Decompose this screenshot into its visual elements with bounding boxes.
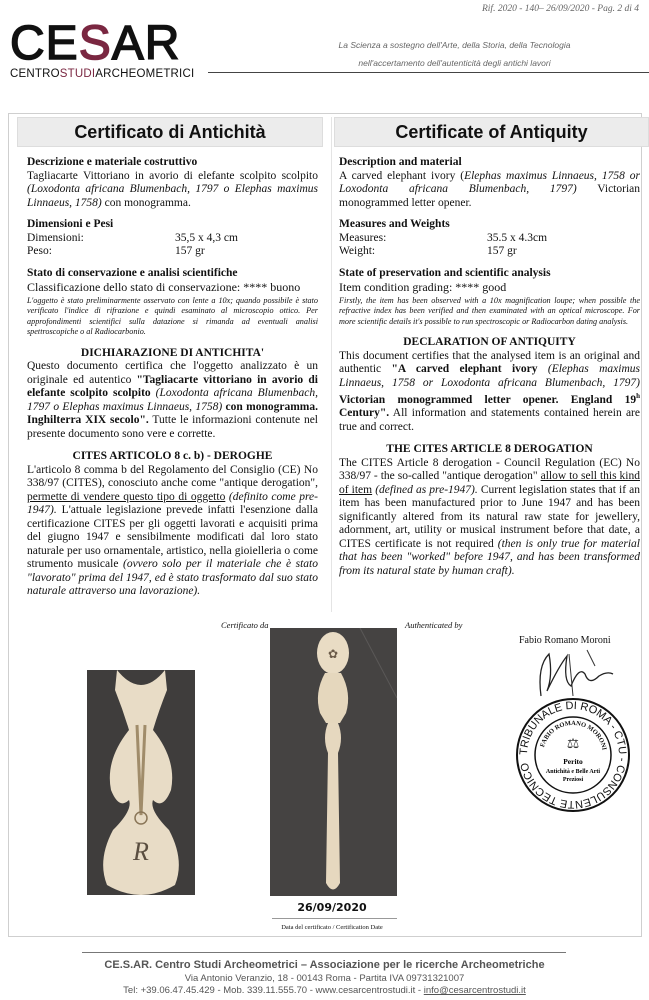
certificate-frame [8,113,642,937]
full-item-photo [270,628,397,896]
desc-heading: Description and material [339,156,462,168]
logo-subtitle: CENTROSTUDIARCHEOMETRICI [10,68,195,80]
email-link[interactable]: info@cesarcentrostudi.it [423,985,526,996]
reference-line: Rif. 2020 - 140– 26/09/2020 - Pag. 2 di 4 [481,4,639,14]
dim-heading: Dimensioni e Pesi [27,218,114,230]
decl-text: This document certifies that the analysed item is an original and authentic "A carved elephant ivory (Elephas maximus Linnaeus, 1758 or Loxodonta africana Blumenbach, 1797) Victorian monogrammed letter opener. England 19$^h$ Century". All information and statements contained herein are true and correct. [339,349,640,433]
expert-stamp [514,696,632,814]
authenticated-by-label: Authenticated by [405,620,463,630]
cites-heading: CITES ARTICOLO 8 c. b) - DEROGHE [72,450,273,462]
cesar-logo [10,17,195,80]
column-divider [331,117,332,612]
cons-note: Firstly, the item has been observed with a 10x magnification loupe; when possible the refractive index has been verified and then examinated with an optical microscope. For more scientific details it's possible to run spectroscopic or Radiocarbon dating analysis. [339,295,640,326]
desc-text: A carved elephant ivory (Elephas maximus Linnaeus, 1758 or Loxodonta africana Blumenbach, 1797) Victorian monogrammed letter opener. [339,169,640,209]
dim-row: Measures: 35.5 x 4.3cm [339,231,548,244]
italian-title: Certificato di Antichità [17,117,323,147]
certification-date: 26/09/2020 [297,901,367,914]
tagline-2: nell'accertamento dell'autenticità degli antichi lavori [358,58,551,68]
desc-heading: Descrizione e materiale costruttivo [27,156,198,168]
weight-row: Weight: 157 gr [339,245,517,257]
certification-date-label: Data del certificato / Certification Date [281,924,383,931]
weight-row: Peso: 157 gr [27,245,205,257]
dim-row: Dimensioni: 35,5 x 4,3 cm [27,231,238,244]
decl-text: Questo documento certifica che l'oggetto analizzato è un originale ed autentico "Tagliacarte vittoriano in avorio di elefante scolpito scolpito (Loxodonta africana Blumenbach, 1797 o Elephas maximus Linnaeus, 1758) con monogramma. Inghilterra XIX secolo". Tutte le informazioni contenute nel presente documento sono vere e corrette. [27,360,319,440]
header-divider [208,72,649,73]
signer-name: Fabio Romano Moroni [519,635,611,646]
italian-column [17,114,323,599]
english-title: Certificate of Antiquity [334,117,649,147]
svg-text:TRIBUNALE DI ROMA - CTU - CONS: TRIBUNALE DI ROMA - CTU - CONSULENTE TECNICO [517,699,629,811]
svg-text:R: R [133,837,149,866]
footer-contacts: Tel: +39.06.47.45.429 - Mob. 339.11.555.70 - www.cesarcentrostudi.it - info@cesarcentrostudi.it [123,985,526,996]
svg-text:⚖: ⚖ [566,737,580,752]
footer-address: Via Antonio Veranzio, 18 - 00143 Roma - Partita IVA 09731321007 [184,973,465,984]
cons-grade: Item condition grading: **** good [339,280,507,294]
svg-text:Preziosi: Preziosi [562,777,584,783]
svg-text:Antichità e Belle Arti: Antichità e Belle Arti [545,769,601,775]
cons-grade: Classificazione dello stato di conservazione: **** buono [27,280,301,294]
footer-divider [82,952,566,953]
decl-heading: DECLARATION OF ANTIQUITY [403,336,576,348]
cons-note: L'oggetto è stato preliminarmente osservato con lente a 10x; quando possibile è stato verificato l'indice di rifrazione e quindi esaminato al microscopio ottico. Per approfondimenti scientifici sulla datazione si rimanda ad eventuali analisi spettroscopiche o al Radiocarbonio. [27,295,318,336]
cites-text: The CITES Article 8 derogation - Council Regulation (EC) No 338/97 - the so-called "antique derogation" allow to sell this kind of item (defined as pre-1947). Current legislation states that if an item has been manufactured prior to June 1947 and has been significantly altered from its natural raw state for jewellery, adornment, art, utility or musical instrument before that date, a CITES certificate is not required (then is only true for material that has been "worked" before 1947, and has been transformed from its natural state by human craft). [339,456,641,577]
decl-heading: DICHIARAZIONE DI ANTICHITA' [80,346,265,359]
svg-text:FABIO ROMANO MORONI: FABIO ROMANO MORONI [539,719,608,751]
english-column [334,114,640,578]
cons-heading: Stato di conservazione e analisi scientifiche [27,266,238,279]
detail-photo [87,670,195,895]
svg-text:Perito: Perito [563,757,583,766]
logo-wordmark: CESAR [10,17,181,70]
desc-text: Tagliacarte Vittoriano in avorio di elefante scolpito scolpito (Loxodonta africana Blumenbach, 1797 o Elephas maximus Linnaeus, 1758) con monogramma. [27,169,318,209]
cons-heading: State of preservation and scientific analysis [339,266,551,279]
letter-opener-detail-image [87,670,195,895]
svg-text:✿: ✿ [327,647,339,661]
footer-org: CE.S.AR. Centro Studi Archeometrici – Associazione per le ricerche Archeometriche [104,959,545,971]
dim-heading: Measures and Weights [339,218,450,230]
cites-text: L'articolo 8 comma b del Regolamento del Consiglio (CE) No 338/97 (CITES), conosciuto anche come "antique derogation", permette di vendere questo tipo di oggetto (definito come pre-1947). L'attuale legislazione prevede infatti l'esenzione dalla certificazione CITES per gli oggetti lavorati e acquisiti prima del giugno 1947 e sensibilmente modificati dal loro stato naturale per uso ornamentale, artistico, nella gioielleria o come strumento musicale (ovvero solo per il materiale che è stato "lavorato" prima del 1947, ed è stato trasformato dal suo stato naturale attraverso una lavorazione). [27,463,318,597]
cites-heading: THE CITES ARTICLE 8 DEROGATION [386,443,593,456]
tagline-1: La Scienza a sostegno dell'Arte, della Storia, della Tecnologia [338,40,571,50]
certified-by-label: Certificato da [221,620,269,630]
letter-opener-full-image [270,628,397,896]
date-underline [272,918,397,919]
